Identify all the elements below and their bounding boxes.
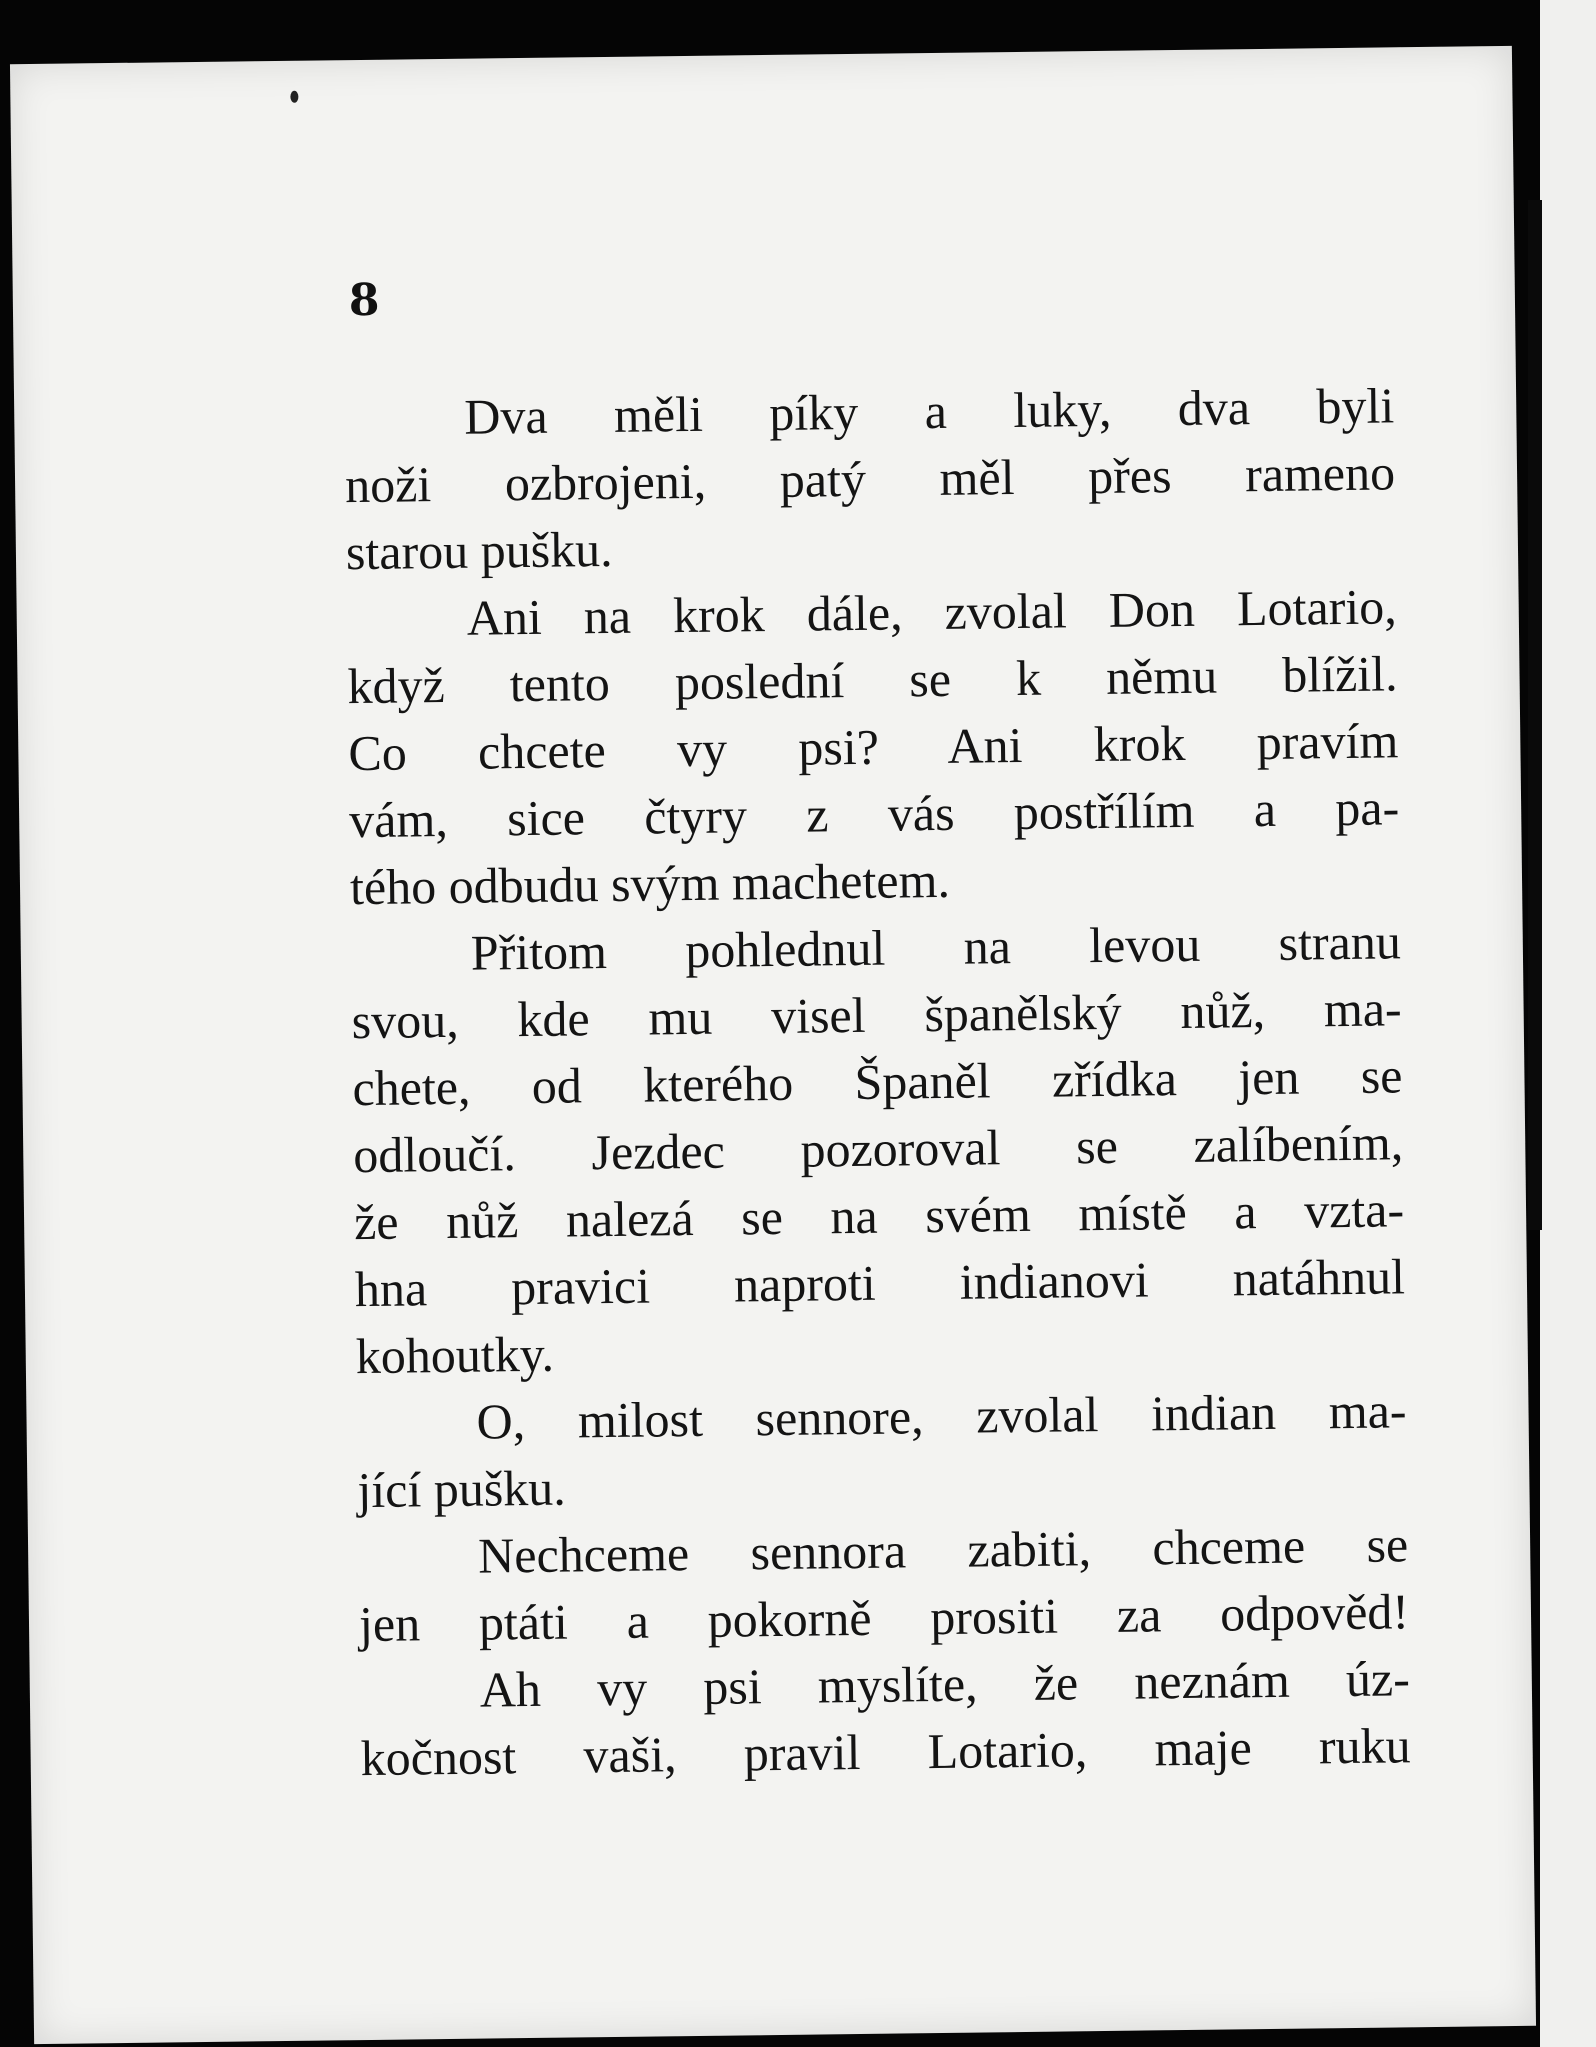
text-line: starou pušku.	[345, 520, 613, 581]
ink-speck	[290, 91, 298, 103]
text-line: když tento poslední se k němu blížil.	[347, 645, 1398, 715]
text-line: odloučí. Jezdec pozoroval se zalíbením,	[352, 1114, 1404, 1184]
text-line: jící pušku.	[357, 1459, 567, 1519]
text-line: kočnost vaši, pravil Lotario, maje ruku	[360, 1717, 1411, 1787]
body-text	[344, 372, 1411, 1792]
page-number: 8	[348, 274, 380, 327]
text-line: Nechceme sennora zabiti, chceme se	[477, 1516, 1409, 1584]
text-line: že nůž nalezá se na svém místě a vzta-	[353, 1181, 1405, 1251]
text-line: noži ozbrojeni, patý měl přes rameno	[344, 444, 1396, 514]
next-page-edge	[1540, 0, 1596, 2047]
text-line: tého odbudu svým machetem.	[349, 851, 951, 916]
text-line: Dva měli píky a luky, dva byli	[463, 377, 1395, 445]
text-line: O, milost sennore, zvolal indian ma-	[476, 1382, 1407, 1450]
text-line: chete, od kterého Španěl zřídka jen se	[352, 1047, 1403, 1117]
book-page	[10, 46, 1536, 2044]
text-line: Přitom pohlednul na levou stranu	[470, 913, 1402, 981]
text-line: jen ptáti a pokorně prositi za odpověd!	[358, 1583, 1410, 1653]
text-line: Ah vy psi myslíte, že neznám úz-	[479, 1650, 1411, 1718]
text-line: Co chcete vy psi? Ani krok pravím	[348, 712, 1399, 782]
text-line: vám, sice čtyry z vás postřílím a pa-	[348, 779, 1400, 849]
binding-shadow	[1528, 200, 1542, 1230]
text-line: svou, kde mu visel španělský nůž, ma-	[351, 980, 1402, 1050]
text-line: kohoutky.	[355, 1325, 555, 1385]
text-line: hna pravici naproti indianovi natáhnul	[354, 1248, 1406, 1318]
text-line: Ani na krok dále, zvolal Don Lotario,	[466, 578, 1398, 646]
